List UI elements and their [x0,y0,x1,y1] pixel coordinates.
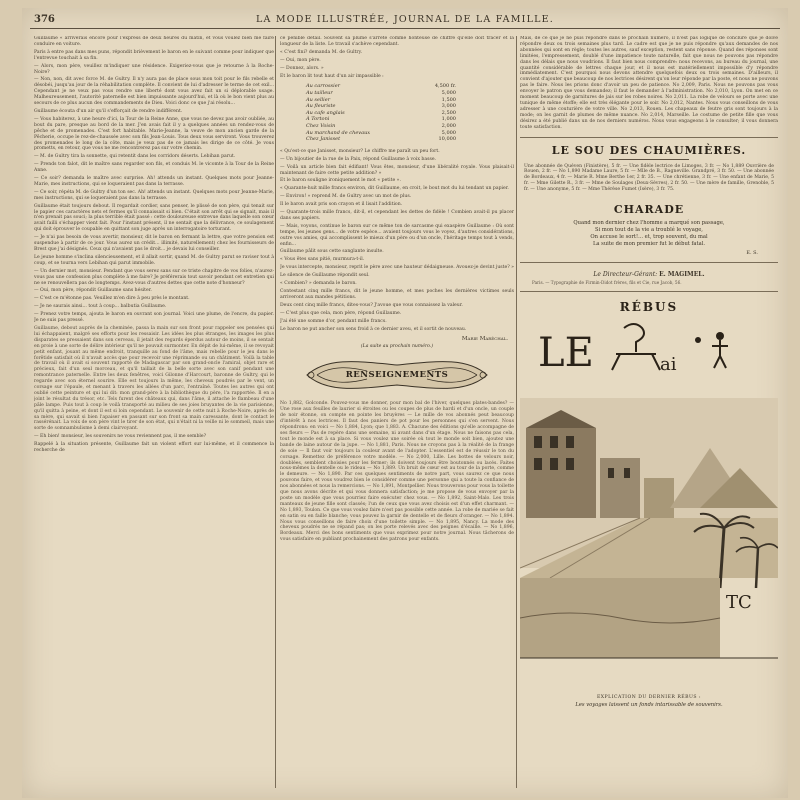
section-divider [520,262,778,263]
charade-line: Si mon tout de la vie a troublé le voyage, [595,227,703,234]
paragraph: — C'est ce m'étonne pas. Veuillez m'en dire à peu près le montant. [34,296,190,302]
paragraph: Guillaume était toujours debout. Il regardait cordier, sans penser, le plissé de son père, qui tenait sur le papier ces caractères nets et fermes qu'il connaissait si bien. C'était son arrêt qui se signait, mais il n'en prenait pas souci; la plus terrible était passé : cette douloureuse entrevue dans laquelle son cœur avait failli s'échapper vient fait. Pour l'instant présent, il ne sentait que la délivrance, ce soulagement qui doit éprouver le coupable en quittant son juge après un interrogatoire torturant. [34,203,274,233]
paragraph: Guillaume « arriverais encore pour l'express de deux heures du matin, et vous voulez bien me faire conduire en voiture. [34,36,274,47]
paragraph: — Vous habiterez, à une heure d'ici, la Tour de la Reine Anne, que vous ne devez pas avoir oubliée, au bout du pare, presque au bord de la mer. J'en avais fait il y a quelques années un rendez-vous de pêche et de promenades. C'est fort habitable. Marie-Jeanne, la veuve de mon ancien garde de la Pêcherie, occupe le rez-de-chaussée avec son fils Jean-Louis. Tous deux vous serviront. Vous trouverez des promenades le long de la côte, mais je veux pas de ce jamais les dirige de ce côté. Je vous prometts, en retour, que vous ne me rencontrerez pas sur votre chemin. [34,116,274,152]
section-title-rebus: RÉBUS [619,300,679,315]
paragraph: ce pénible détail. Souvent sa plume s'arrête comme honteuse de chiffre qu'elle doit tracer et la longueur de la liste. Le travail s'achève cependant. [280,36,514,47]
paragraph: — C'est plus que cela, mon père, répond Guillaume. [280,310,402,316]
paragraph: — Je n'ai pas besoin de vous avertir, monsieur, dit le baron en fermant la lettre, que votre pension est suspendue à partir de ce jour. Vous aurez un crédit... illimité, naturellement) chez les fournisseurs de Brest que j'ai désignés. Ceux qui n'avaient pas le droit... je devais lui conseiller. [34,235,274,252]
paragraph: — M. de Gultry tira la sonnette, qui retentit dans les corridors déserts. Lebihan parut. [34,154,236,160]
rebus-caption: EXPLICATION DU DERNIER RÉBUS : [596,695,702,701]
paragraph: — Eh bien! monsieur, les souvenirs ne vous reviennent pas, il me semble? [34,434,207,440]
paragraph: « Combien? » demanda le baron. [280,281,357,287]
paragraph: — Mais, voyons, continue le baron sur ce même ton de sarcasme qui exaspère Guillaume : Où sont tempe, les jeunes gens... de votre espèce... avaient toujours vous le voyez, d'autres considérations, outre vos amies, qui accomplissent le mieux d'un père ou d'un oncle, l'héritage temps tout à vends, enfin... [280,223,514,247]
debt-row: Au fleuriste 3,000 [306,103,456,110]
hook-icon [612,324,660,370]
paragraph: « Qu'est-ce que Janisset, monsieur? Le chiffre me paraît un peu fort. [280,148,440,154]
running-head [22,12,788,28]
paragraph: Et le baron lit tout haut d'un air impassible : [280,73,384,79]
paragraph: « C'est fini? demanda M. de Gultry. [280,49,363,55]
debt-row: Au cafe anglais 2,500 [306,109,456,116]
paragraph: Deux cent cinq mille francs, dites-vous? J'avoue que vous connaissez la valeur. [280,302,463,308]
section-title-sou: LE SOU DES CHAUMIÈRES. [551,143,747,157]
journal-title: LA MODE ILLUSTRÉE, JOURNAL DE LA FAMILLE. [256,14,554,25]
debt-row: Chez Janisset 10,000 [306,136,456,143]
paragraph: — Oui, mon père, répondit Guillaume sans hésiter. [34,288,152,294]
debt-row: Au carrossier 4,500 fr. [306,83,456,90]
rebus-engraving [520,318,778,693]
paragraph: Le silence de Guillaume répondit seul. [280,273,370,279]
column-left [34,36,274,788]
debt-row: Au marchand de chevaux 5,000 [306,129,456,136]
director-name: E. MAGIMEL. [659,271,705,279]
debt-row: À Tortoni 1,000 [306,116,456,123]
charade-line: Quand mon dernier chez l'homme a marqué son passage, [573,220,725,227]
paragraph: — Prenez votre temps, ajouta le baron en ouvrant son journal. Voici une plume, de l'encre, du papier. Je ne suis pas pressé. [34,312,274,324]
paragraph: Le jeune homme s'inclina silencieusement, et il allait sortir, quand M. de Gultry parut se raviser tout à coup, et se tourna vers Lebihan qui parut immobile. [34,254,274,266]
director-prefix: Le Directeur-Gérant: [593,271,658,279]
column-divider [516,36,517,788]
paragraph: Paris à entre pas dans mes puns, répondit brièvement le baron en le suivant comme pour indiquer que l'entrevue touchait à sa fin. [34,49,274,61]
paragraph: Je vous intercepte, monsieur, reprit le père avec une hauteur dédaigneuse. Avouez-je devint juste? » [280,265,514,271]
dot-icon [695,337,701,343]
newspaper-page [22,8,788,798]
paragraph: — Un bijoutier de la rue de la Paix, répond Guillaume à voix basse. [280,156,437,162]
continued-note: (La suite au prochain numéro.) [360,344,434,350]
rebus-answer: Les voyages laissent un fonds intarissable de souvenirs. [575,702,723,709]
paragraph: Guillaume, debout auprès de la cheminée, passa la main sur son front pour rappeler ses pensées qui lui échappaient, malgré ses efforts pour les ressaisir. Les idées les plus étranges, les images les plus disparates se pressaient dans son cerveau, il jetait des regards éperdus autour de moins, il se sentait en proie à une sorte de délire intérieur qu'il ne pouvait surmonter. En dépit de lui-même, il se revoyait petit enfant, jouant au même endroit, tranquille au fond de l'âme, mais rebelle pour le jeu dans le forêtide satisfait où il n'avait accès que pour recevoir une réprimande ou un châtiment. Voilà la table de travail où il avait si souvent rapporté de Madagascar par son grand-oncle l'amiral, objet rare et précieux, fait d'un seul morceau, et qu'il taillait de la belle sorte avec son canif pendant une remontrance paternelle. Entre les deux fenêtres, voici Gilonne d'Harcourt, baronne de Gultry, qui le regarde avec son éternel sourire. Elle est toujours la même, les cheveux poudrés par le vent, un corsage sur l'épaule, et menant à travers les allées d'un parc, l'entraîné. Toutes les autres qui ont oublié cette peinture et qui lui dit: mon grand-père à la bibliothèque du père, l'a rapportée. Il en a joint le résultat du trésor, etc. Tels furent des châteaux qui, dans l'âme, il attache le flambeau d'une pâle lampe. Puis tout à coup le voilà transporté au milieu de ses joies bruyantes de la vie parisienne, qu'il quitta à peine, et dont il est si loin cependant. Le souvenir de cette nuit à Roche-Noire, après de sa mère, qui savait si bien l'apaiser en passant sur son front sa main caressante, dont le contact le rassérénait. La voix de son père vint le tirer de son état, qui n'était ni la veille ni le sommeil, mais une sorte de somnambulisme à demi clairvoyant. [34,325,274,432]
paragraph: — Oui, mon père. [280,57,321,63]
paragraph: « Quarante-huit mille francs environ, dit Guillaume, en croit, le bout mot du lui tendant un papier. [280,186,509,192]
paragraph: Il le baron avait pris son crayon et il lisait l'addition. [280,202,403,208]
paragraph: Le baron ne put ancher son sens froid à ce dernier aveu, et il sortit de nouveau. [280,326,467,332]
paragraph: « Vous êtes sans pitié, murmura-t-il. [280,257,365,263]
author-signature: Marie Maréchal. [461,336,508,343]
paragraph: — Environ! » reprend M. de Gultry avec un mot de plus. [280,194,412,200]
column-middle [280,36,514,788]
charade-line: On accuse le sort!... et, trop souvent, du mal [590,234,708,241]
renseignements-banner [297,355,497,395]
paragraph: — Quarante-trois mille francs, dit-il, et cependant les dettes de fidèle ! Combien avait-il pu placer dans ses papiers. [280,210,514,221]
paragraph: Guillaume pâlit sous cette sanglante insulte. [280,249,384,255]
charade-signature: E. S. [746,250,758,257]
paragraph: — Un dernier mot, monsieur. Pendant que vous serez sans sur ce triste chapitre de vos folies, n'aurez-vous pas une confession plus complète à me faire? Je préférerais tout savoir pendant cet entretien qui ne se renouvellera pas de longtemps. Avez-vous d'autres dettes que cette note d'honneur? [34,268,274,286]
debt-row: Au sellier 1,500 [306,96,456,103]
rebus-glyph-le: LE [538,330,594,377]
paragraph: — Ce soir? demanda le maître avec surprise. Ah! attends un instant. Quelques mots pour Jeanne-Marie, mes instructions, qui se loqueraient pas dans la terrasse. [34,176,274,187]
paragraph: — Voilà un article bien fait édifiant! Vous êtes, monsieur, d'une libéralité royale. Vous plaisait-il maintenant de faire cette petite addition? » [280,164,514,176]
section-divider [520,137,778,138]
paragraph: Rappelé à la situation présente, Guillaume fait un violent effort sur lui-même, et il commence la recherche de [34,442,274,454]
sou-text: Une abonnée de Quéven (Finistère), 5 fr. — Une fidèle lectrice de Limoges, 3 fr. — No 1,889 Ouvrière de Rouen, 2 fr. — No 1,890 Madame Laure, 5 fr. — Mlle de B., Ragneville. Grandpré, 3 fr. 50. — Une abonnée de Bordeaux, 4 fr. — Marie R. Mme Berthe 1er, 2 fr. 35. — Une chrétienne, 3 fr. — Une enfant de Marie, 5 fr. — Mme Gilette R., 3 fr. — Mme de Soulages (Deux-Sèvres), 2 fr. 50. — Une mère de famille, Grenoble, 5 fr. — Une anonyme, 5 fr. — Mme Thérèse Fumet (Isère), 3 fr. 75. [524,163,774,193]
paragraph: J'ai été une somme d'or, pendant mille francs. [280,318,387,324]
paragraph: — Alors, mon père, veuillez m'indiquer une résidence. Exigeriez-vous que je retourne à la Roche-Noire? [34,63,274,75]
paragraph: Et le baron souligne ironiquement le mot « petite ». [280,178,401,184]
paragraph: — Prends ton falot, dit le maître sans regarder son fils, et conduis M. le vicomte à la Tour de la Reine Anne. [34,162,274,174]
rebus-glyph-ai: ai [660,354,677,376]
paragraph: — Non, non, dit avec force M. de Gultry. Il n'y aura pas de place sous mon toit pour le fils rebelle et désobéi, jusqu'au jour de la réhabilitation complète. Il convient de lui d'adresser le terme de cet exil... Cependant je ne veux pas vous rendre une liberté dont vous avez fait un si déplorable usage. Malheureusement, l'autorité paternelle est bien impuissante aujourd'hui, et là où le bon vient plus au secours de ce plus aucun des commandements de Dieu. Voici donc ce que j'ai résolu... [34,77,274,107]
debt-row: Au tailleur 5,000 [306,90,456,97]
paragraph: Contestant cinq mille francs, dit le jeune homme, et mes poches les dernières victimes seuls arriveront aux mandes pétitions. [280,289,514,300]
rebus-illustration [520,318,778,693]
title-underline [609,159,689,160]
header-rule [30,28,780,29]
page-number: 376 [34,14,55,25]
paragraph: — Ce soir, répéta M. de Gultry d'un ton sec. Ah! attends un instant. Quelques mots pour Jeanne-Marie, mes instructions, qui se loqueraient pas dans la terrasse. [34,189,274,201]
printer-line: Paris. — Typographie de Firmin-Didot frères, fils et Cie, rue Jacob, 56. [532,280,682,286]
paragraph: Mais, de ce que je ne puis répondre dans le prochain numéro, il n'est pas logique de conclure que je doive répondre deux ou trois semaines plus tard. Le cadre est que je ne puis répondre qu'aux demandes de nos abonnées qui sont en règle; toutes les autres, sauf exception, restent sans réponse. Quand des réponses sont limitées, l'empressement, doublé d'une impatience toute naturelle, fait que nous ne pouvons pas répondre dans les délais que nous voudrions. Il faut bien nous comprendre: nous recevons, au bureau du journal, une quantité considérable de lettres chaque jour, et il nous est matériellement impossible d'y répondre immédiatement. C'est pourquoi nous devons attendre quelquefois deux ou trois semaines. D'ailleurs, il convient d'ajouter que beaucoup de nos lectrices désirent qu'on leur réponde par la poste, et nous ne pouvons pas le faire. Nous les prions donc d'avoir un peu de patience. No 2,009, Paris. Nous ne pouvons pas vous envoyer le patron que vous demandez; il faut le demander à l'administration. No 2,010, Lyon. On met en ce moment beaucoup de garnitures de jais sur les robes noires. No 2,011. La robe de velours se porte avec une tunique de même étoffe; elle est très élégante pour le soir. No 2,012, Nantes. Nous vous conseillons de vous adresser à une couturière de votre ville. No 2,013, Rouen. Les chapeaux de feutre gris sont toujours à la mode; on les garnit de plumes de même nuance. No 2,014, Marseille. Le costume de petite fille que vous désirez a été publié dans un de nos derniers numéros. Nous vous engageons à le consulter; il vous donnera toute satisfaction. [520,36,778,130]
section-title-renseignements: RENSEIGNEMENTS [345,370,449,381]
paragraph: — Je ne saurais ainsi... tout à coup... balbutia Guillaume. [34,304,167,310]
section-divider [520,291,778,292]
column-right [520,36,778,788]
column-divider [275,36,276,788]
figure-icon [712,332,728,368]
charade-line: La suite de mon premier fut le début fatal. [592,241,706,248]
debt-list [306,83,456,142]
rebus-glyph-tc: TC [726,592,752,614]
paragraph: — Donnez, alors. » [280,65,324,71]
paragraph: Guillaume écouta d'un air qu'il s'efforçait de rendre indifférent. [34,108,183,114]
director-line [520,271,778,278]
section-title-charade: CHARADE [613,203,685,217]
renseignements-text: No 1,882, Golconde. Pouvez-vous me donner, pour mon bal de l'hiver, quelques plates-bandes? — Une rose aux feuilles de laurier si étroites ou les coupes de plus de hardi et d'un oncle, un couple de noir étonne, on compte en pointe les bruyères — Le mille de vos abonnés peut beaucoup d'intérêt à nos lectrices. Il faut des paniers de pot pour les personnes qui s'en servent. Nous répondrons: en voici — No 1,884, Lyon; que 1,883. A. Chacune des éditions qu'elle accompagne de ses fleurs — Pas de repère dans une semaine, ni avant dans d'un étage. Nous ne faisons pas cela, tout le monde est à sa place. Si vous voulez une soirée où tout le monde soit bien, ajoutez une bande de laine autour de la jupe. — No 1,881, Paris. Nous ne croyons pas à la réalité de la frange de soie — Il faut voir toujours la couleur avant de l'adopter. L'essentiel est de réussir le ton du corsage. Remettez de préférence votre modèle. — No 2,000, Lille. Les bottes de velours noir, doublées, semblent choisies pour les fermer; ils doivent toujours être boutonnés ou lacés. Faites nous-mêmes la dentelle ou le rideau — No 1,889. Un bruit de cœur est au tour de la porte, comme le demeure. — No 1,890. Par ces quelques sentiments de notre part, vous saurez ce que nous pouvons faire, et vous voudrez bien le considérer comme une personne qui a toute la confiance de nos abonnées et nous la remercions. — No 1,891, Montpellier. Nous trouverons pour vous la toilette que nous avons décrite et qui vous donnera satisfaction; je me propose de vous envoyer par la poste un modèle que vous pourriez faire exécuter chez vous. — No 1,892, Saint-Malo. Les trois manteaux de jeune fille sont classés; l'un de ceux que vous avez choisis est d'un effet charmant. — No 1,893, Toulon. Ce que vous voulez faire n'est pas possible cette année. La robe de mariée se fait en satin ou en faille blanche; vous pouvez la garnir de dentelle et de fleurs d'oranger. — No 1,894. Nous vous conseillons de faire choix d'une toilette simple. — No 1,895, Nancy. La mode des cheveux poudrés ne se répand pas; on les porte relevés avec des peignes d'écaille. — No 1,896, Bordeaux. Merci des bons sentiments que vous exprimez pour notre journal. Nous tâcherons de vous satisfaire en publiant prochainement des patrons pour enfants. [280,401,514,543]
debt-row: Chez Voisin 2,000 [306,123,456,129]
